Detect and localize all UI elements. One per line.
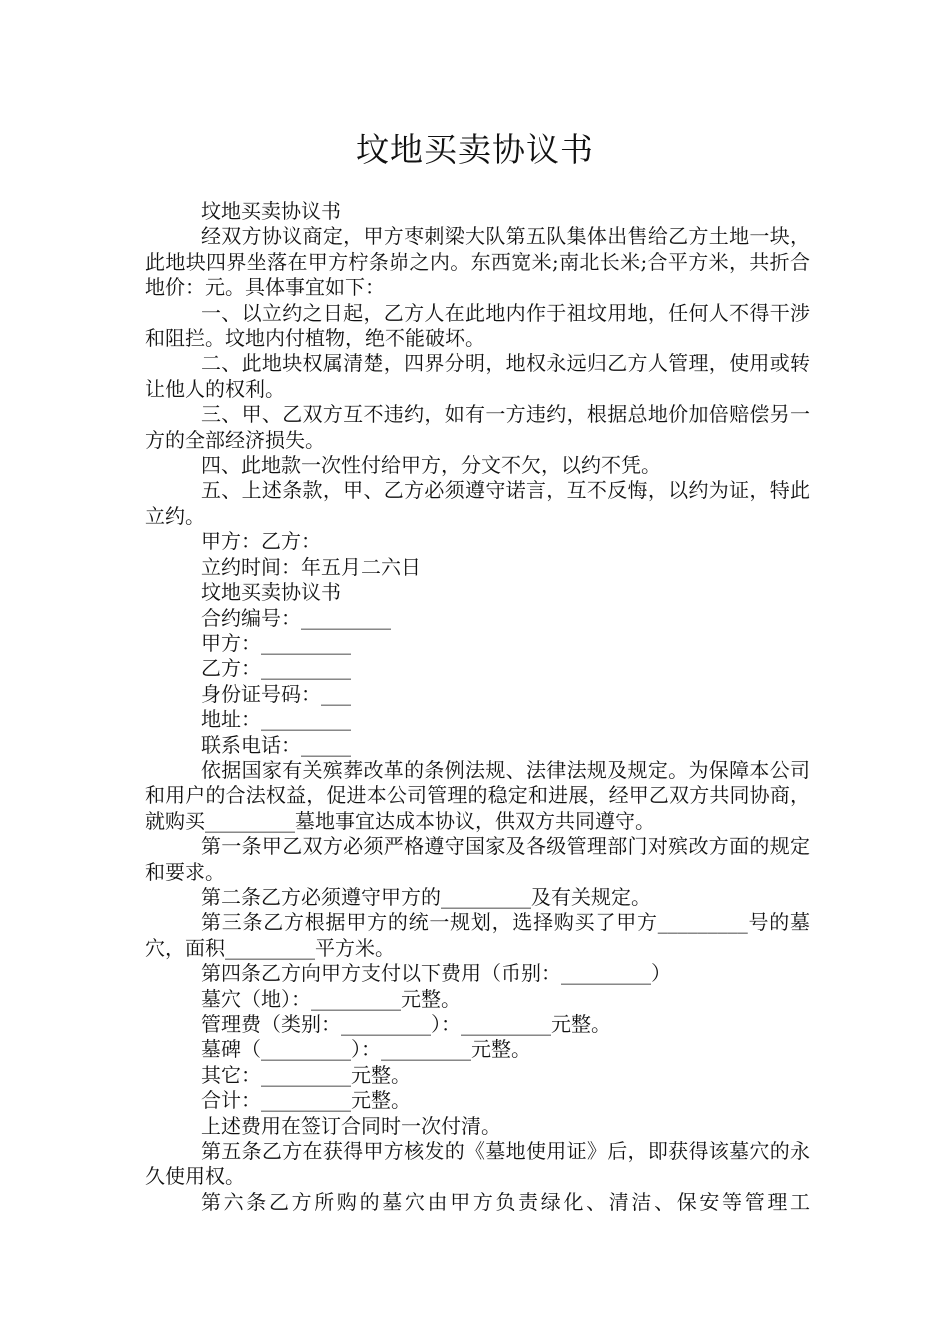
paragraph: 第二条乙方必须遵守甲方的_________及有关规定。 (201, 884, 651, 909)
paragraph: 墓穴（地）：_________元整。 (201, 986, 461, 1011)
document-title: 坟地买卖协议书 (356, 130, 594, 169)
paragraph: 四、此地款一次性付给甲方，分文不欠，以约不凭。 (201, 453, 661, 478)
paragraph: 一、以立约之日起，乙方人在此地内作于祖坟用地，任何人不得干涉和阻拦。坟地内付植物，绝不能破坏。 (145, 300, 810, 351)
paragraph: 二、此地块权属清楚，四界分明，地权永远归乙方人管理，使用或转让他人的权利。 (145, 351, 810, 401)
paragraph: 经双方协议商定，甲方枣刺梁大队第五队集体出售给乙方土地一块，此地块四界坐落在甲方柠条峁之内。东西宽米;南北长米;合平方米，共折合地价：元。具体事宜如下： (145, 224, 810, 300)
paragraph: 依据国家有关殡葬改革的条例法规、法律法规及规定。为保障本公司和用户的合法权益，促进本公司管理的稳定和进展，经甲乙双方共同协商，就购买_________墓地事宜达成本协议，供双方共同遵守。 (145, 757, 810, 833)
paragraph: 第三条乙方根据甲方的统一规划，选择购买了甲方_________号的墓穴，面积_________平方米。 (145, 910, 810, 960)
paragraph: 身份证号码：___ (201, 681, 351, 706)
paragraph: 第六条乙方所购的墓穴由甲方负责绿化、清洁、保安等管理工 (201, 1189, 810, 1214)
paragraph: 墓碑（_________）：_________元整。 (201, 1037, 531, 1062)
paragraph: 坟地买卖协议书 (201, 580, 341, 605)
paragraph: 坟地买卖协议书 (201, 199, 341, 223)
paragraph: 合约编号：_________ (201, 605, 391, 630)
paragraph: 第一条甲乙双方必须严格遵守国家及各级管理部门对殡改方面的规定和要求。 (145, 834, 810, 884)
paragraph: 乙方：_________ (201, 656, 351, 681)
paragraph: 三、甲、乙双方互不违约，如有一方违约，根据总地价加倍赔偿另一方的全部经济损失。 (145, 402, 810, 452)
paragraph: 联系电话：_____ (201, 732, 351, 757)
paragraph: 甲方：_________ (201, 630, 351, 655)
paragraph: 第四条乙方向甲方支付以下费用（币别：_________） (201, 961, 671, 986)
paragraph: 第五条乙方在获得甲方核发的《墓地使用证》后，即获得该墓穴的永久使用权。 (145, 1139, 810, 1189)
paragraph: 五、上述条款，甲、乙方必须遵守诺言，互不反悔，以约为证，特此立约。 (145, 478, 810, 528)
paragraph: 上述费用在签订合同时一次付清。 (201, 1113, 501, 1138)
paragraph: 管理费（类别：_________）：_________元整。 (201, 1012, 611, 1036)
paragraph: 地址：_________ (201, 707, 351, 732)
paragraph: 其它：_________元整。 (201, 1062, 411, 1087)
paragraph: 立约时间：年五月二六日 (201, 554, 421, 579)
paragraph: 甲方：乙方： (201, 529, 321, 554)
paragraph: 合计：_________元整。 (201, 1088, 411, 1113)
document-body (145, 199, 810, 1215)
